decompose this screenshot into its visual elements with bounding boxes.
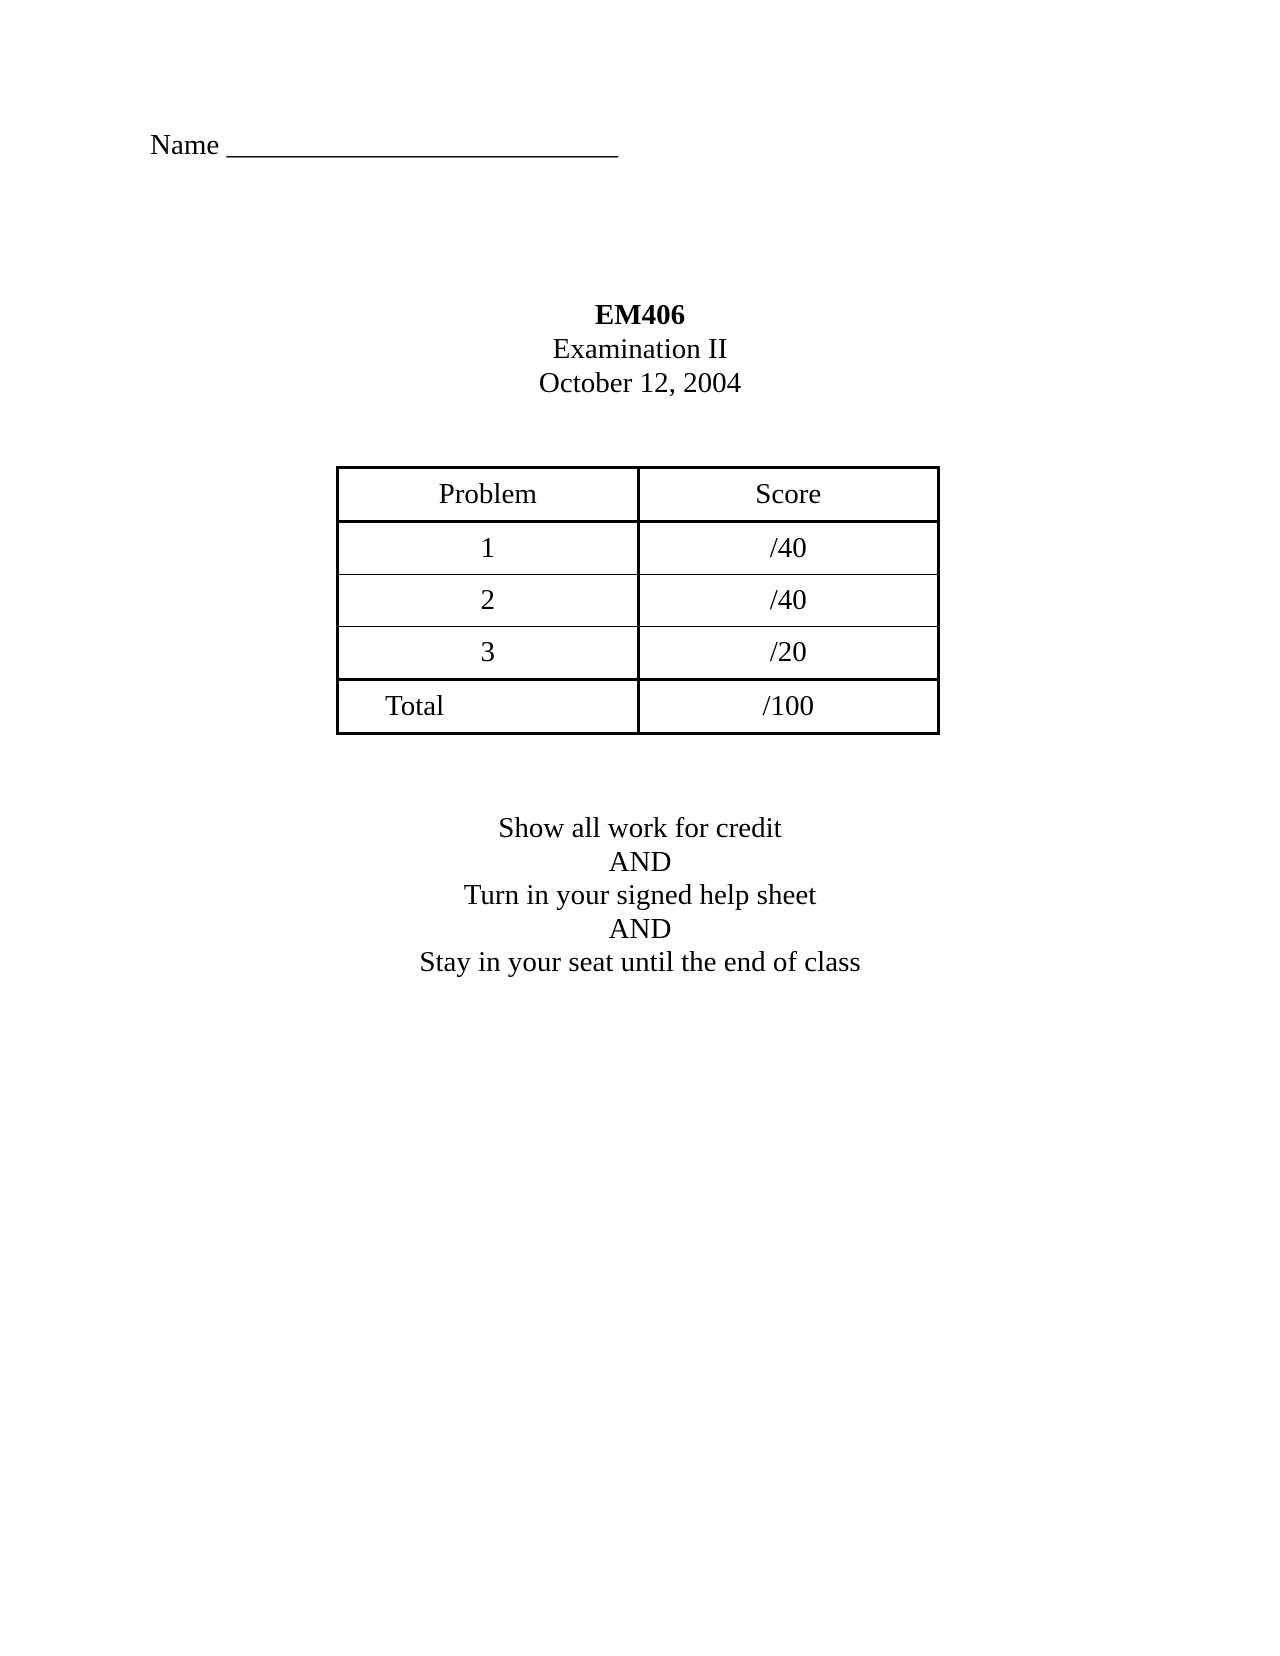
instruction-line: Stay in your seat until the end of class <box>419 946 861 978</box>
header-score: Score <box>638 468 939 522</box>
instruction-line: Turn in your signed help sheet <box>463 879 817 911</box>
instruction-conjunction: AND <box>608 912 672 945</box>
table-row <box>338 627 939 680</box>
exam-title: Examination II <box>552 333 728 365</box>
problem-number: 3 <box>338 627 639 680</box>
score-table <box>336 466 940 735</box>
instruction-conjunction: AND <box>608 845 672 878</box>
exam-date: October 12, 2004 <box>538 367 742 399</box>
problem-score: /40 <box>638 522 939 575</box>
table-row <box>338 522 939 575</box>
table-row <box>338 575 939 627</box>
total-score: /100 <box>638 680 939 734</box>
total-row <box>338 680 939 734</box>
problem-score: /40 <box>638 575 939 627</box>
exam-instructions <box>0 812 1280 980</box>
problem-number: 1 <box>338 522 639 575</box>
instruction-line: Show all work for credit <box>498 812 782 844</box>
exam-header <box>0 298 1280 400</box>
table-header-row <box>338 468 939 522</box>
course-code: EM406 <box>594 299 686 331</box>
name-field-line: Name ___________________________ <box>150 129 618 161</box>
total-label: Total <box>338 680 639 734</box>
header-problem: Problem <box>338 468 639 522</box>
problem-number: 2 <box>338 575 639 627</box>
problem-score: /20 <box>638 627 939 680</box>
